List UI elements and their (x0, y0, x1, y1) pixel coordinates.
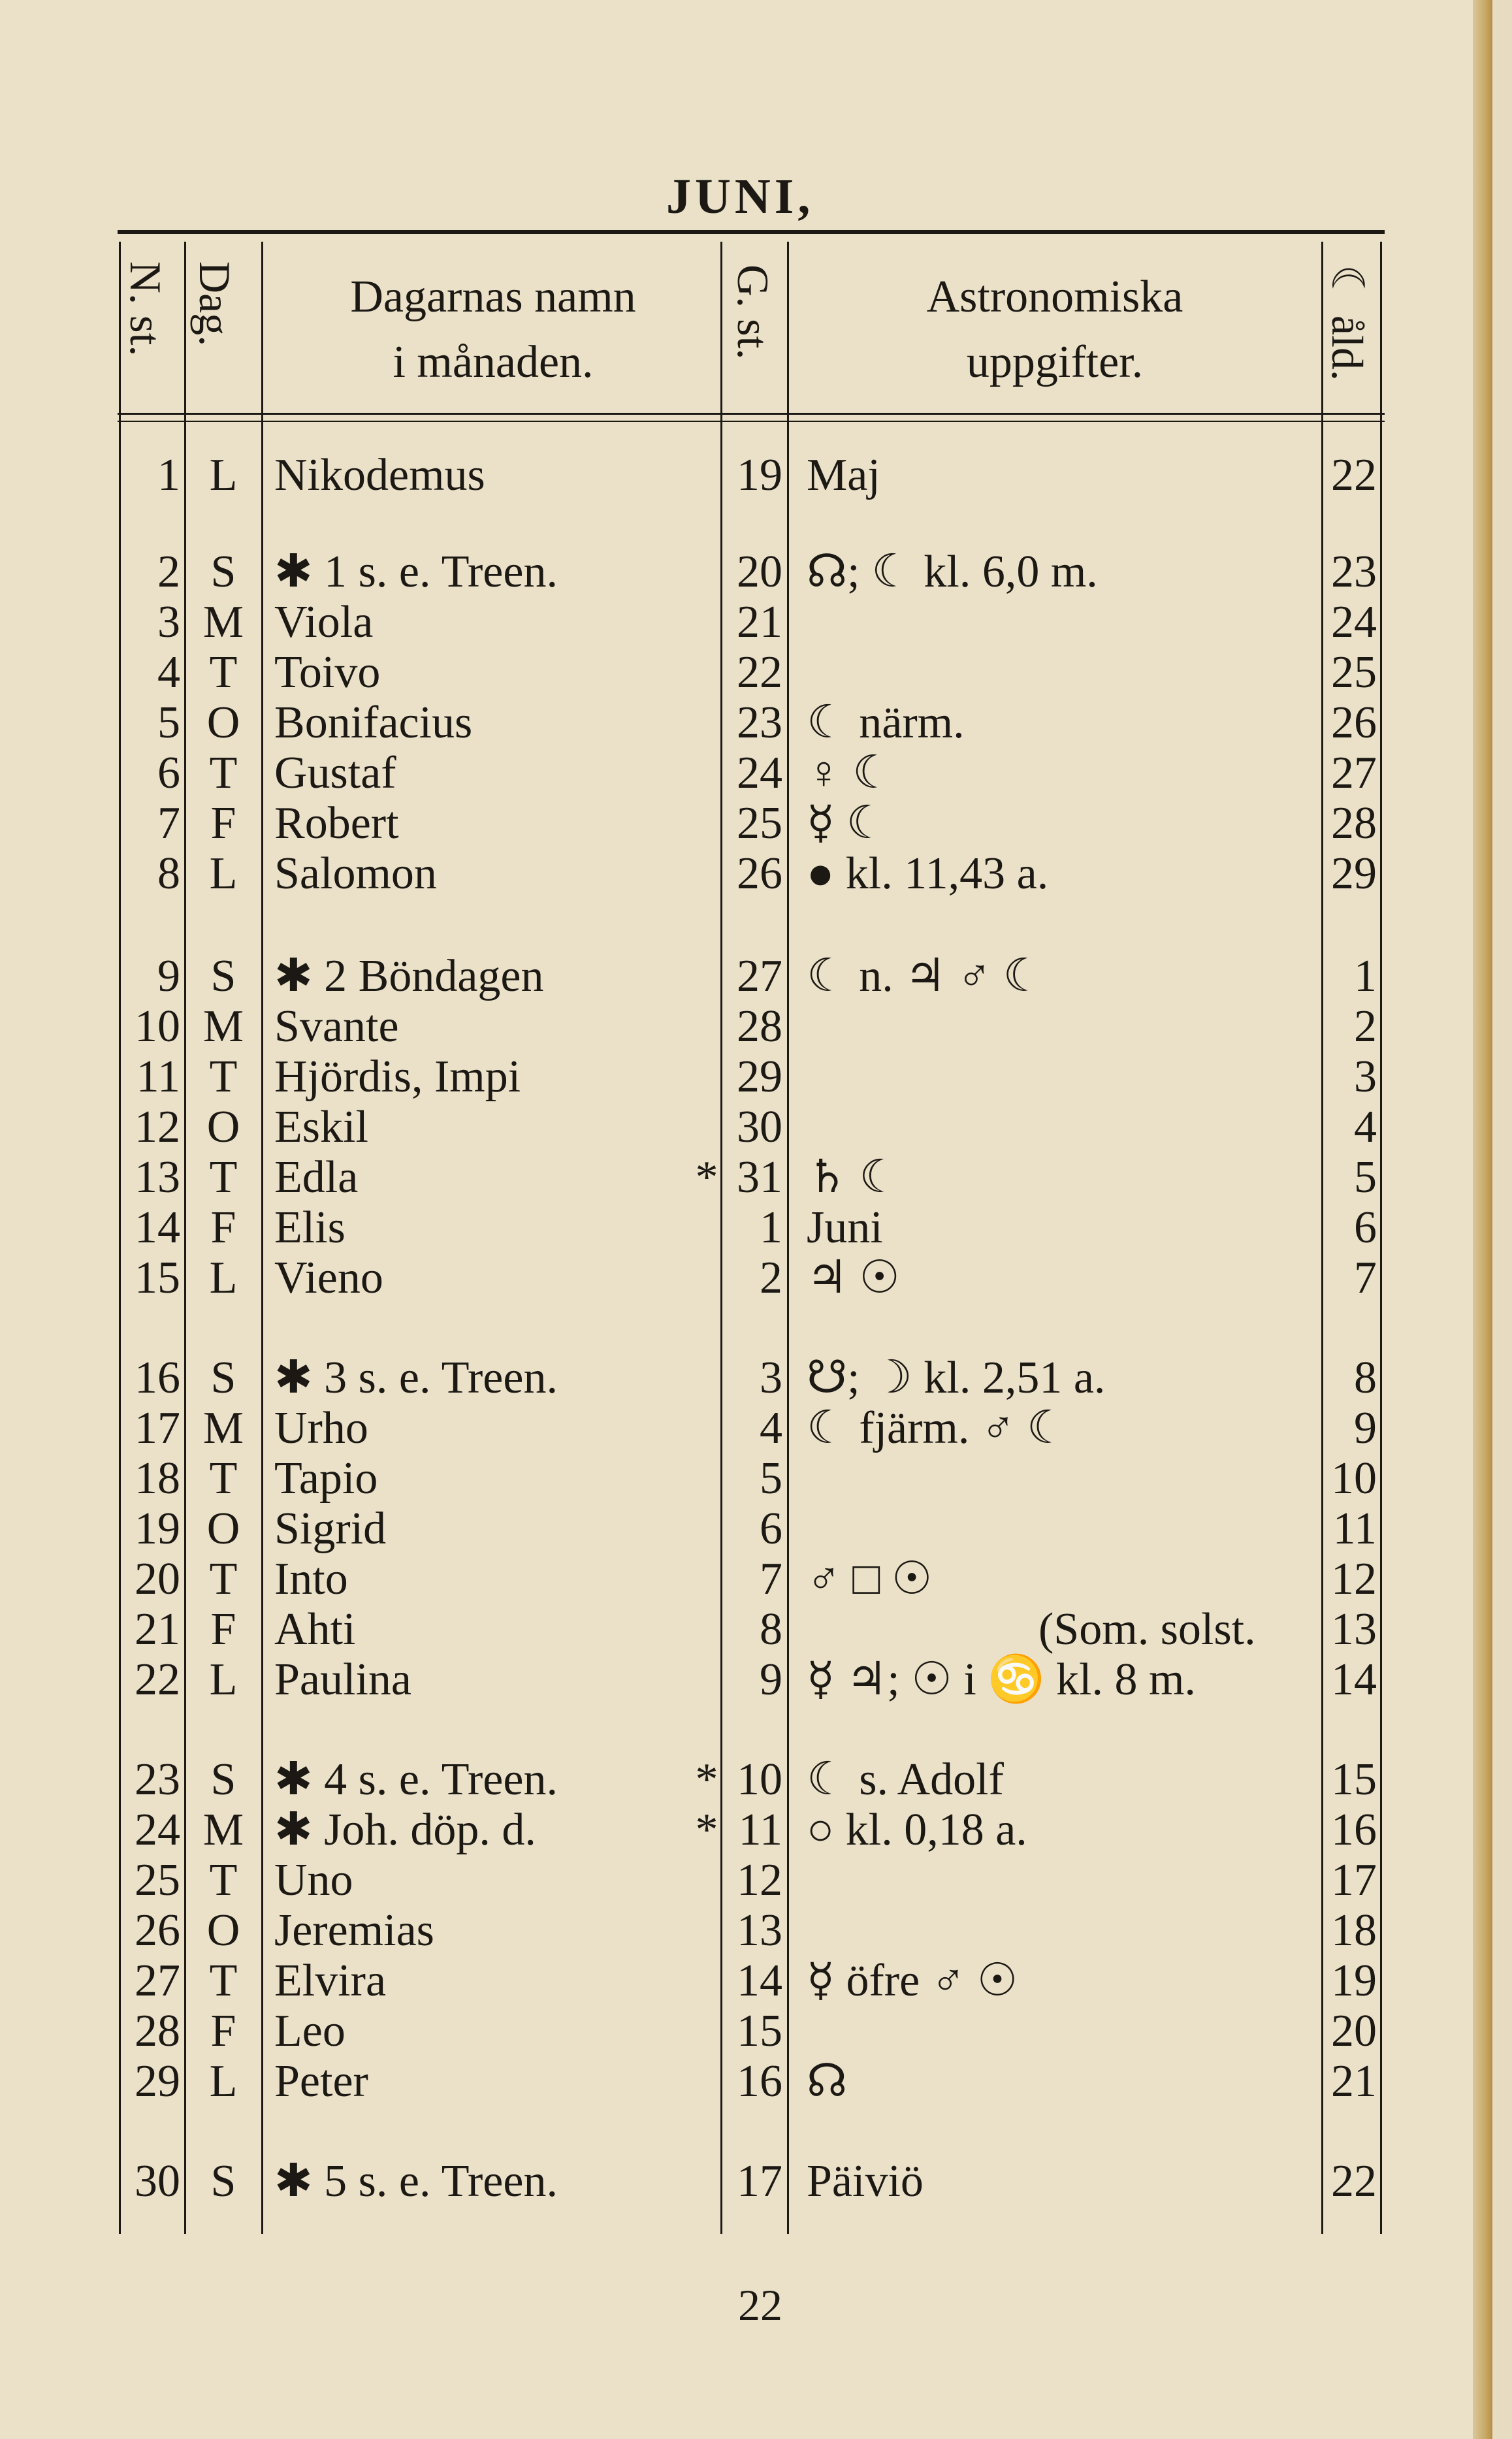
row-week-number: 4 (157, 647, 180, 698)
header-top-rule (118, 230, 1385, 234)
header-names-line1: Dagarnas namn (350, 272, 636, 322)
col-rule-2 (184, 242, 186, 2234)
row-week-number: 14 (135, 1203, 180, 1253)
page-edge (1473, 0, 1492, 2439)
row-weekday: O (206, 698, 240, 748)
row-astronomy: ○ kl. 0,18 a. (807, 1805, 1027, 1855)
row-moon-age: 27 (1331, 748, 1377, 798)
row-old-date: 29 (737, 1052, 782, 1102)
row-moon-age: 8 (1354, 1353, 1377, 1403)
row-week-number: 30 (135, 2156, 180, 2206)
row-week-number: 11 (136, 1052, 180, 1102)
row-week-number: 8 (157, 848, 180, 899)
header-astro-line2: uppgifter. (966, 337, 1144, 387)
row-astronomy: ♃ ☉ (807, 1253, 901, 1303)
row-weekday: O (206, 1905, 240, 1956)
row-name-day: ✱ 5 s. e. Treen. (274, 2156, 558, 2206)
row-moon-age: 17 (1331, 1855, 1377, 1905)
row-old-date: 7 (760, 1554, 782, 1604)
col-rule-4 (720, 242, 722, 2234)
row-name-day: Vieno (274, 1253, 383, 1303)
row-moon-age: 7 (1354, 1253, 1377, 1303)
row-weekday: F (210, 1604, 236, 1655)
header-names-line2: i månaden. (393, 337, 594, 387)
row-name-day: Urho (274, 1403, 368, 1453)
row-name-day: ✱ 4 s. e. Treen. (274, 1754, 558, 1805)
row-name-day: ✱ 3 s. e. Treen. (274, 1353, 558, 1403)
row-name-day: Sigrid (274, 1504, 387, 1554)
row-old-date: 26 (737, 848, 782, 899)
row-weekday: S (210, 2156, 236, 2206)
row-moon-age: 4 (1354, 1102, 1377, 1152)
row-name-day: ✱ 1 s. e. Treen. (274, 547, 558, 597)
row-astronomy: ☿ öfre ♂ ☉ (807, 1956, 1018, 2006)
row-old-date: 25 (737, 798, 782, 848)
row-name-day: Peter (274, 2056, 368, 2107)
row-weekday: T (209, 1956, 238, 2006)
row-old-date: 23 (737, 698, 782, 748)
row-weekday: S (210, 547, 236, 597)
row-old-date: 20 (737, 547, 782, 597)
row-moon-age: 25 (1331, 647, 1377, 698)
row-moon-age: 22 (1331, 450, 1377, 500)
row-name-day: Elvira (274, 1956, 387, 2006)
row-old-date: 10 (737, 1754, 782, 1805)
row-moon-age: 21 (1331, 2056, 1377, 2107)
row-name-day: Eskil (274, 1102, 368, 1152)
row-week-number: 25 (135, 1855, 180, 1905)
row-star-mark: * (695, 1754, 718, 1805)
header-n-st: N. st. (121, 261, 170, 357)
row-old-date: 19 (737, 450, 782, 500)
row-weekday: L (209, 848, 238, 899)
row-week-number: 7 (157, 798, 180, 848)
row-moon-age: 12 (1331, 1554, 1377, 1604)
row-old-date: 2 (760, 1253, 782, 1303)
row-old-date: 24 (737, 748, 782, 798)
header-g-st: G. st. (728, 265, 778, 360)
row-weekday: M (202, 1403, 244, 1453)
row-name-day: Tapio (274, 1453, 378, 1504)
row-astronomy: ☿ ☾ (807, 798, 888, 848)
row-old-date: 3 (760, 1353, 782, 1403)
row-name-day: ✱ Joh. döp. d. (274, 1805, 536, 1855)
row-astronomy: ☊; ☾ kl. 6,0 m. (807, 547, 1098, 597)
row-weekday: M (202, 597, 244, 647)
row-name-day: Elis (274, 1203, 346, 1253)
row-old-date: 14 (737, 1956, 782, 2006)
row-moon-age: 23 (1331, 547, 1377, 597)
header-astro-line1: Astronomiska (926, 272, 1183, 322)
row-weekday: M (202, 1001, 244, 1052)
row-old-date: 28 (737, 1001, 782, 1052)
row-old-date: 17 (737, 2156, 782, 2206)
row-name-day: Toivo (274, 647, 381, 698)
row-old-date: 12 (737, 1855, 782, 1905)
row-week-number: 3 (157, 597, 180, 647)
row-weekday: T (209, 748, 238, 798)
row-old-date: 21 (737, 597, 782, 647)
col-rule-6 (1321, 242, 1323, 2234)
row-old-date: 6 (760, 1504, 782, 1554)
row-weekday: O (206, 1504, 240, 1554)
row-weekday: L (209, 1253, 238, 1303)
row-week-number: 17 (135, 1403, 180, 1453)
row-star-mark: * (695, 1805, 718, 1855)
row-week-number: 1 (157, 450, 180, 500)
row-name-day: ✱ 2 Böndagen (274, 951, 544, 1001)
row-moon-age: 19 (1331, 1956, 1377, 2006)
row-week-number: 10 (135, 1001, 180, 1052)
row-week-number: 16 (135, 1353, 180, 1403)
row-week-number: 22 (135, 1655, 180, 1705)
row-week-number: 27 (135, 1956, 180, 2006)
row-name-day: Viola (274, 597, 374, 647)
row-old-date: 31 (737, 1152, 782, 1203)
header-bottom-rule (118, 413, 1385, 415)
row-astronomy: Juni (807, 1203, 883, 1253)
row-weekday: T (209, 1855, 238, 1905)
row-astronomy: ☊ (807, 2056, 848, 2107)
row-astronomy: Maj (807, 450, 880, 500)
row-astronomy: Päiviö (807, 2156, 924, 2206)
row-weekday: T (209, 1052, 238, 1102)
header-dag: Dag. (190, 261, 240, 347)
row-week-number: 26 (135, 1905, 180, 1956)
row-name-day: Jeremias (274, 1905, 434, 1956)
row-name-day: Salomon (274, 848, 437, 899)
row-week-number: 9 (157, 951, 180, 1001)
header-moon-age: ☾ åld. (1323, 265, 1372, 381)
row-week-number: 23 (135, 1754, 180, 1805)
row-moon-age: 10 (1331, 1453, 1377, 1504)
row-weekday: F (210, 1203, 236, 1253)
row-moon-age: 3 (1354, 1052, 1377, 1102)
row-astronomy: ☿ ♃; ☉ i ♋ kl. 8 m. (807, 1655, 1196, 1705)
row-moon-age: 16 (1331, 1805, 1377, 1855)
page-title: JUNI, (666, 169, 814, 224)
row-old-date: 8 (760, 1604, 782, 1655)
row-name-day: Into (274, 1554, 348, 1604)
row-astronomy: ☾ närm. (807, 698, 965, 748)
row-name-day: Nikodemus (274, 450, 485, 500)
header-bottom-rule-2 (118, 421, 1385, 422)
row-moon-age: 1 (1354, 951, 1377, 1001)
row-weekday: M (202, 1805, 244, 1855)
row-name-day: Ahti (274, 1604, 356, 1655)
row-week-number: 24 (135, 1805, 180, 1855)
row-week-number: 2 (157, 547, 180, 597)
col-rule-1 (119, 242, 121, 2234)
row-moon-age: 29 (1331, 848, 1377, 899)
row-week-number: 21 (135, 1604, 180, 1655)
row-old-date: 22 (737, 647, 782, 698)
col-rule-3 (261, 242, 263, 2234)
row-name-day: Robert (274, 798, 399, 848)
row-moon-age: 5 (1354, 1152, 1377, 1203)
col-rule-5 (787, 242, 789, 2234)
row-weekday: T (209, 647, 238, 698)
row-old-date: 16 (737, 2056, 782, 2107)
row-week-number: 15 (135, 1253, 180, 1303)
row-name-day: Bonifacius (274, 698, 473, 748)
row-astronomy: ● kl. 11,43 a. (807, 848, 1049, 899)
row-week-number: 28 (135, 2006, 180, 2056)
row-astronomy: (Som. solst. (1038, 1604, 1256, 1655)
row-astronomy: ♂ □ ☉ (807, 1554, 933, 1604)
row-week-number: 20 (135, 1554, 180, 1604)
row-old-date: 11 (738, 1805, 782, 1855)
row-week-number: 12 (135, 1102, 180, 1152)
row-moon-age: 2 (1354, 1001, 1377, 1052)
row-old-date: 13 (737, 1905, 782, 1956)
row-name-day: Svante (274, 1001, 399, 1052)
row-week-number: 13 (135, 1152, 180, 1203)
row-old-date: 1 (760, 1203, 782, 1253)
row-moon-age: 9 (1354, 1403, 1377, 1453)
row-star-mark: * (695, 1152, 718, 1203)
row-astronomy: ☾ s. Adolf (807, 1754, 1004, 1805)
row-astronomy: ♄ ☾ (807, 1152, 901, 1203)
row-moon-age: 13 (1331, 1604, 1377, 1655)
row-weekday: L (209, 2056, 238, 2107)
row-name-day: Hjördis, Impi (274, 1052, 521, 1102)
row-weekday: F (210, 2006, 236, 2056)
row-weekday: T (209, 1152, 238, 1203)
row-week-number: 18 (135, 1453, 180, 1504)
row-name-day: Leo (274, 2006, 346, 2056)
row-old-date: 15 (737, 2006, 782, 2056)
page-number: 22 (738, 2280, 782, 2330)
row-astronomy: ☾ n. ♃ ♂ ☾ (807, 951, 1044, 1001)
row-old-date: 4 (760, 1403, 782, 1453)
row-moon-age: 24 (1331, 597, 1377, 647)
row-astronomy: ☋; ☽ kl. 2,51 a. (807, 1353, 1106, 1403)
row-moon-age: 20 (1331, 2006, 1377, 2056)
row-moon-age: 28 (1331, 798, 1377, 848)
row-weekday: S (210, 1754, 236, 1805)
row-moon-age: 18 (1331, 1905, 1377, 1956)
row-moon-age: 15 (1331, 1754, 1377, 1805)
row-weekday: O (206, 1102, 240, 1152)
row-weekday: T (209, 1554, 238, 1604)
row-name-day: Gustaf (274, 748, 396, 798)
row-astronomy: ♀ ☾ (807, 748, 893, 798)
row-moon-age: 22 (1331, 2156, 1377, 2206)
row-name-day: Edla (274, 1152, 359, 1203)
col-rule-7 (1380, 242, 1382, 2234)
row-moon-age: 6 (1354, 1203, 1377, 1253)
row-old-date: 27 (737, 951, 782, 1001)
row-week-number: 19 (135, 1504, 180, 1554)
row-week-number: 29 (135, 2056, 180, 2107)
row-weekday: L (209, 1655, 238, 1705)
row-old-date: 5 (760, 1453, 782, 1504)
row-name-day: Uno (274, 1855, 353, 1905)
row-old-date: 9 (760, 1655, 782, 1705)
row-weekday: T (209, 1453, 238, 1504)
row-week-number: 6 (157, 748, 180, 798)
row-name-day: Paulina (274, 1655, 411, 1705)
row-moon-age: 11 (1332, 1504, 1377, 1554)
row-week-number: 5 (157, 698, 180, 748)
row-weekday: S (210, 951, 236, 1001)
row-moon-age: 14 (1331, 1655, 1377, 1705)
row-weekday: L (209, 450, 238, 500)
row-weekday: F (210, 798, 236, 848)
row-old-date: 30 (737, 1102, 782, 1152)
row-weekday: S (210, 1353, 236, 1403)
row-moon-age: 26 (1331, 698, 1377, 748)
row-astronomy: ☾ fjärm. ♂ ☾ (807, 1403, 1068, 1453)
